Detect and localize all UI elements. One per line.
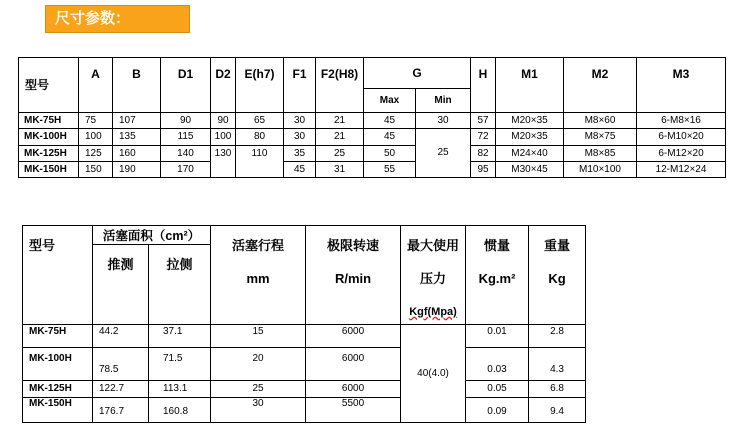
f2-cell: 31 bbox=[316, 162, 364, 178]
h-cell: 72 bbox=[471, 129, 496, 146]
stroke-cell: 20 bbox=[211, 348, 306, 381]
f2-cell: 21 bbox=[316, 113, 364, 129]
f1-cell: 35 bbox=[284, 146, 316, 162]
speed-cell: 5500 bbox=[306, 398, 401, 423]
header-m3: M3 bbox=[637, 58, 726, 113]
d1-cell: 115 bbox=[161, 129, 211, 146]
header-m1: M1 bbox=[496, 58, 564, 113]
inertia-cell: 0.09 bbox=[466, 398, 529, 423]
model-cell: MK-100H bbox=[23, 348, 93, 381]
f2-cell: 25 bbox=[316, 146, 364, 162]
weight-cell: 9.4 bbox=[529, 398, 586, 423]
m3-cell: 12-M12×24 bbox=[637, 162, 726, 178]
e-cell: 80 bbox=[236, 129, 284, 146]
table-row bbox=[19, 129, 726, 146]
inertia-cell: 0.01 bbox=[466, 325, 529, 348]
header-pressure-unit: Kgf(Mpa) bbox=[409, 306, 457, 318]
table-row bbox=[19, 162, 726, 178]
pull-cell: 37.1 bbox=[149, 325, 211, 348]
d2-cell: 130 bbox=[211, 146, 236, 178]
header-m2: M2 bbox=[564, 58, 637, 113]
table-row bbox=[19, 113, 726, 129]
g-max-cell: 45 bbox=[364, 113, 416, 129]
header-pressure bbox=[401, 226, 466, 325]
pull-cell: 113.1 bbox=[149, 381, 211, 398]
speed-cell: 6000 bbox=[306, 325, 401, 348]
model-cell: MK-150H bbox=[19, 162, 79, 178]
pull-cell: 71.5 bbox=[149, 348, 211, 381]
m2-cell: M8×60 bbox=[564, 113, 637, 129]
header-row bbox=[19, 58, 726, 89]
m1-cell: M20×35 bbox=[496, 113, 564, 129]
f2-cell: 21 bbox=[316, 129, 364, 146]
g-max-cell: 50 bbox=[364, 146, 416, 162]
header-g-max: Max bbox=[364, 89, 416, 113]
m3-cell: 6-M8×16 bbox=[637, 113, 726, 129]
d1-cell: 170 bbox=[161, 162, 211, 178]
d1-cell: 90 bbox=[161, 113, 211, 129]
b-cell: 107 bbox=[113, 113, 161, 129]
header-speed bbox=[306, 226, 401, 325]
performance-table bbox=[22, 225, 586, 423]
header-h: H bbox=[471, 58, 496, 113]
d2-cell: 90 bbox=[211, 113, 236, 129]
d2-cell: 100 bbox=[211, 129, 236, 146]
inertia-cell: 0.03 bbox=[466, 348, 529, 381]
table-row bbox=[23, 325, 586, 348]
d1-cell: 140 bbox=[161, 146, 211, 162]
speed-cell: 6000 bbox=[306, 381, 401, 398]
speed-cell: 6000 bbox=[306, 348, 401, 381]
section-title: 尺寸参数： bbox=[45, 5, 190, 33]
weight-cell: 2.8 bbox=[529, 325, 586, 348]
model-cell: MK-150H bbox=[23, 398, 93, 423]
m1-cell: M24×40 bbox=[496, 146, 564, 162]
h-cell: 57 bbox=[471, 113, 496, 129]
header-f2: F2(H8) bbox=[316, 58, 364, 113]
f1-cell: 45 bbox=[284, 162, 316, 178]
g-max-cell: 45 bbox=[364, 129, 416, 146]
m2-cell: M8×85 bbox=[564, 146, 637, 162]
stroke-cell: 25 bbox=[211, 381, 306, 398]
m1-cell: M20×35 bbox=[496, 129, 564, 146]
table-row bbox=[23, 398, 586, 423]
model-cell: MK-125H bbox=[19, 146, 79, 162]
stroke-cell: 15 bbox=[211, 325, 306, 348]
model-cell: MK-75H bbox=[23, 325, 93, 348]
header-g-min: Min bbox=[416, 89, 471, 113]
g-min-cell: 30 bbox=[416, 113, 471, 129]
m3-cell: 6-M12×20 bbox=[637, 146, 726, 162]
header-weight bbox=[529, 226, 586, 325]
header-f1: F1 bbox=[284, 58, 316, 113]
header-model-label: 型号 bbox=[29, 238, 56, 253]
f1-cell: 30 bbox=[284, 113, 316, 129]
header-d2: D2 bbox=[211, 58, 236, 113]
table-row bbox=[23, 348, 586, 381]
header-inertia bbox=[466, 226, 529, 325]
weight-cell: 4.3 bbox=[529, 348, 586, 381]
f1-cell: 30 bbox=[284, 129, 316, 146]
header-stroke-unit: mm bbox=[246, 271, 270, 286]
header-stroke bbox=[211, 226, 306, 325]
header-piston-area: 活塞面积（cm²） bbox=[93, 226, 211, 245]
pull-cell: 160.8 bbox=[149, 398, 211, 423]
model-cell: MK-100H bbox=[19, 129, 79, 146]
stroke-cell: 30 bbox=[211, 398, 306, 423]
b-cell: 190 bbox=[113, 162, 161, 178]
header-pressure-line1: 最大使用 bbox=[407, 238, 460, 253]
m1-cell: M30×45 bbox=[496, 162, 564, 178]
header-speed-unit: R/min bbox=[334, 271, 372, 286]
g-min-shared-cell: 25 bbox=[416, 129, 471, 178]
inertia-cell: 0.05 bbox=[466, 381, 529, 398]
pressure-shared-cell: 40(4.0) bbox=[401, 325, 466, 423]
a-cell: 125 bbox=[79, 146, 113, 162]
header-stroke-label: 活塞行程 bbox=[232, 238, 285, 253]
weight-cell: 6.8 bbox=[529, 381, 586, 398]
e-cell: 65 bbox=[236, 113, 284, 129]
h-cell: 82 bbox=[471, 146, 496, 162]
b-cell: 160 bbox=[113, 146, 161, 162]
header-weight-label: 重量 bbox=[544, 238, 571, 253]
header-pressure-line2: 压力 bbox=[420, 271, 447, 286]
m2-cell: M8×75 bbox=[564, 129, 637, 146]
m3-cell: 6-M10×20 bbox=[637, 129, 726, 146]
header-model: 型号 bbox=[19, 58, 79, 113]
table-row bbox=[23, 381, 586, 398]
header-e: E(h7) bbox=[236, 58, 284, 113]
header-inertia-unit: Kg.m² bbox=[478, 271, 516, 286]
push-cell: 122.7 bbox=[93, 381, 149, 398]
h-cell: 95 bbox=[471, 162, 496, 178]
model-cell: MK-75H bbox=[19, 113, 79, 129]
header-model bbox=[23, 226, 93, 325]
a-cell: 75 bbox=[79, 113, 113, 129]
dimension-table bbox=[18, 57, 726, 178]
header-b: B bbox=[113, 58, 161, 113]
g-max-cell: 55 bbox=[364, 162, 416, 178]
push-cell: 176.7 bbox=[93, 398, 149, 423]
header-row bbox=[23, 226, 586, 245]
header-g: G bbox=[364, 58, 471, 89]
e-cell: 110 bbox=[236, 146, 284, 178]
header-inertia-label: 惯量 bbox=[484, 238, 511, 253]
header-pull: 拉侧 bbox=[149, 245, 211, 325]
header-a: A bbox=[79, 58, 113, 113]
b-cell: 135 bbox=[113, 129, 161, 146]
header-speed-label: 极限转速 bbox=[327, 238, 380, 253]
table-row bbox=[19, 146, 726, 162]
header-push: 推测 bbox=[93, 245, 149, 325]
push-cell: 44.2 bbox=[93, 325, 149, 348]
model-cell: MK-125H bbox=[23, 381, 93, 398]
header-d1: D1 bbox=[161, 58, 211, 113]
header-weight-unit: Kg bbox=[548, 271, 566, 286]
push-cell: 78.5 bbox=[93, 348, 149, 381]
a-cell: 100 bbox=[79, 129, 113, 146]
a-cell: 150 bbox=[79, 162, 113, 178]
m2-cell: M10×100 bbox=[564, 162, 637, 178]
